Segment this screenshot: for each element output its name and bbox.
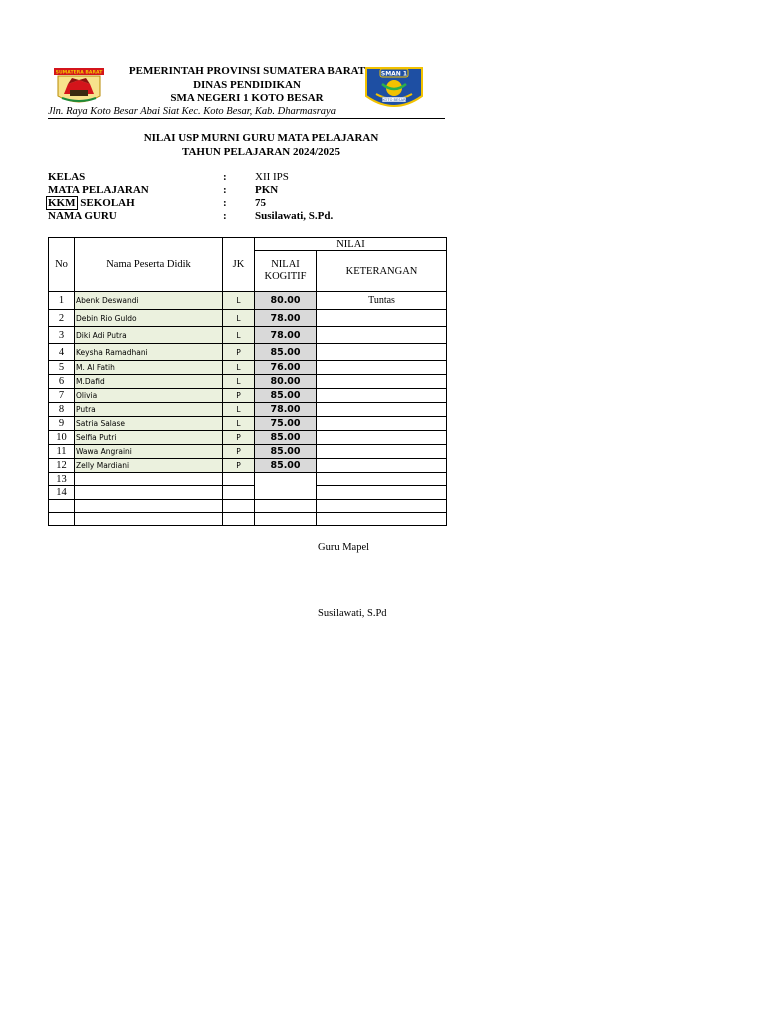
- row-keterangan: [317, 344, 447, 361]
- row-keterangan: [317, 361, 447, 375]
- row-name: M. Al Fatih: [75, 361, 223, 375]
- info-value-mapel: PKN: [255, 184, 279, 196]
- table-row-empty: [49, 500, 447, 513]
- row-name: [75, 473, 223, 486]
- row-score: 85.00: [255, 459, 317, 473]
- row-score: 78.00: [255, 403, 317, 417]
- signature-role: Guru Mapel: [318, 542, 370, 553]
- info-label-kelas: KELAS: [48, 171, 86, 183]
- row-name: [75, 500, 223, 513]
- table-row: [49, 403, 447, 417]
- table-row: [49, 459, 447, 473]
- table-row: [49, 417, 447, 431]
- row-keterangan: [317, 486, 447, 500]
- header-jk: JK: [223, 238, 255, 292]
- row-keterangan: [317, 500, 447, 513]
- row-keterangan: [317, 310, 447, 327]
- letterhead-line-3: SMA NEGERI 1 KOTO BESAR: [170, 92, 324, 104]
- row-jk: L: [223, 310, 255, 327]
- row-no: 7: [49, 389, 75, 403]
- row-name: Debin Rio Guldo: [75, 310, 223, 327]
- table-row-empty: [49, 513, 447, 526]
- row-keterangan: [317, 445, 447, 459]
- row-keterangan: [317, 375, 447, 389]
- letterhead: [48, 64, 446, 120]
- province-logo-text: SUMATERA BARAT: [55, 70, 103, 76]
- row-score: 85.00: [255, 389, 317, 403]
- row-no: [49, 500, 75, 513]
- row-score: 76.00: [255, 361, 317, 375]
- info-value-kkm: 75: [255, 197, 266, 209]
- row-name: [75, 513, 223, 526]
- row-keterangan: [317, 431, 447, 445]
- table-row: [49, 431, 447, 445]
- row-no: 6: [49, 375, 75, 389]
- row-no: 10: [49, 431, 75, 445]
- letterhead-line-2: DINAS PENDIDIKAN: [193, 79, 301, 91]
- row-name: Putra: [75, 403, 223, 417]
- info-colon: :: [223, 171, 227, 183]
- row-score: [255, 500, 317, 513]
- row-no: 12: [49, 459, 75, 473]
- row-score: 80.00: [255, 292, 317, 310]
- row-score: 78.00: [255, 310, 317, 327]
- row-no: 14: [49, 486, 75, 500]
- row-keterangan: [317, 513, 447, 526]
- row-keterangan: [317, 327, 447, 344]
- row-jk: L: [223, 327, 255, 344]
- row-name: Satria Salase: [75, 417, 223, 431]
- kkm-cell-selected[interactable]: KKM: [48, 197, 76, 209]
- letterhead-address: Jln. Raya Koto Besar Abai Siat Kec. Koto Besar, Kab. Dharmasraya: [48, 106, 336, 117]
- row-keterangan: [317, 459, 447, 473]
- row-no: 11: [49, 445, 75, 459]
- row-keterangan: [317, 403, 447, 417]
- table-row: [49, 389, 447, 403]
- row-jk: [223, 486, 255, 500]
- row-jk: P: [223, 389, 255, 403]
- info-colon: :: [223, 197, 227, 209]
- info-value-kelas: XII IPS: [255, 171, 289, 183]
- row-jk: L: [223, 417, 255, 431]
- info-label-kkm-rest: SEKOLAH: [77, 197, 135, 209]
- table-row: [49, 344, 447, 361]
- row-no: 4: [49, 344, 75, 361]
- row-name: M.Dafid: [75, 375, 223, 389]
- info-value-guru: Susilawati, S.Pd.: [255, 210, 334, 222]
- row-no: 3: [49, 327, 75, 344]
- letterhead-divider: [48, 118, 445, 119]
- table-row: [49, 310, 447, 327]
- row-name: Wawa Angraini: [75, 445, 223, 459]
- row-name: Keysha Ramadhani: [75, 344, 223, 361]
- row-score: 85.00: [255, 445, 317, 459]
- row-name: Abenk Deswandi: [75, 292, 223, 310]
- row-score: 75.00: [255, 417, 317, 431]
- table-row-empty: [49, 473, 447, 486]
- info-label-kkm: [48, 197, 135, 209]
- header-no: No: [49, 238, 75, 292]
- info-colon: :: [223, 184, 227, 196]
- row-jk: [223, 500, 255, 513]
- school-logo-top-text: SMAN 1: [380, 70, 408, 78]
- grades-table: [48, 237, 447, 526]
- row-no: 5: [49, 361, 75, 375]
- row-jk: [223, 513, 255, 526]
- row-no: 1: [49, 292, 75, 310]
- row-score: 85.00: [255, 344, 317, 361]
- row-jk: [223, 473, 255, 486]
- row-no: [49, 513, 75, 526]
- table-row: [49, 327, 447, 344]
- row-name: Zelly Mardiani: [75, 459, 223, 473]
- school-logo-bottom-text: KOTO BESAR: [382, 98, 406, 102]
- header-nilai-group: NILAI: [255, 238, 447, 251]
- row-name: Diki Adi Putra: [75, 327, 223, 344]
- row-jk: L: [223, 375, 255, 389]
- row-jk: P: [223, 344, 255, 361]
- row-jk: L: [223, 292, 255, 310]
- row-jk: P: [223, 459, 255, 473]
- info-label-guru: NAMA GURU: [48, 210, 117, 222]
- row-jk: P: [223, 445, 255, 459]
- letterhead-line-1: PEMERINTAH PROVINSI SUMATERA BARAT: [128, 65, 366, 77]
- row-jk: P: [223, 431, 255, 445]
- table-row: [49, 361, 447, 375]
- document-subtitle: TAHUN PELAJARAN 2024/2025: [181, 146, 341, 158]
- row-no: 8: [49, 403, 75, 417]
- row-score: [255, 473, 317, 500]
- signature-name: Susilawati, S.Pd: [318, 608, 387, 619]
- row-no: 9: [49, 417, 75, 431]
- row-name: Olivia: [75, 389, 223, 403]
- document-title: NILAI USP MURNI GURU MATA PELAJARAN: [143, 132, 379, 144]
- row-name: [75, 486, 223, 500]
- table-row: [49, 445, 447, 459]
- table-row: [49, 292, 447, 310]
- header-nilai-kognitif: NILAI KOGITIF: [255, 251, 317, 292]
- table-row: [49, 375, 447, 389]
- row-keterangan: [317, 389, 447, 403]
- row-score: 80.00: [255, 375, 317, 389]
- info-label-mapel: MATA PELAJARAN: [48, 184, 149, 196]
- row-no: 13: [49, 473, 75, 486]
- row-name: Selfia Putri: [75, 431, 223, 445]
- table-row-empty: [49, 486, 447, 500]
- row-keterangan: Tuntas: [317, 292, 447, 310]
- row-keterangan: [317, 417, 447, 431]
- row-score: [255, 513, 317, 526]
- row-keterangan: [317, 473, 447, 486]
- row-no: 2: [49, 310, 75, 327]
- row-jk: L: [223, 403, 255, 417]
- info-colon: :: [223, 210, 227, 222]
- row-score: 78.00: [255, 327, 317, 344]
- header-keterangan: KETERANGAN: [317, 251, 447, 292]
- row-score: 85.00: [255, 431, 317, 445]
- row-jk: L: [223, 361, 255, 375]
- header-name: Nama Peserta Didik: [75, 238, 223, 292]
